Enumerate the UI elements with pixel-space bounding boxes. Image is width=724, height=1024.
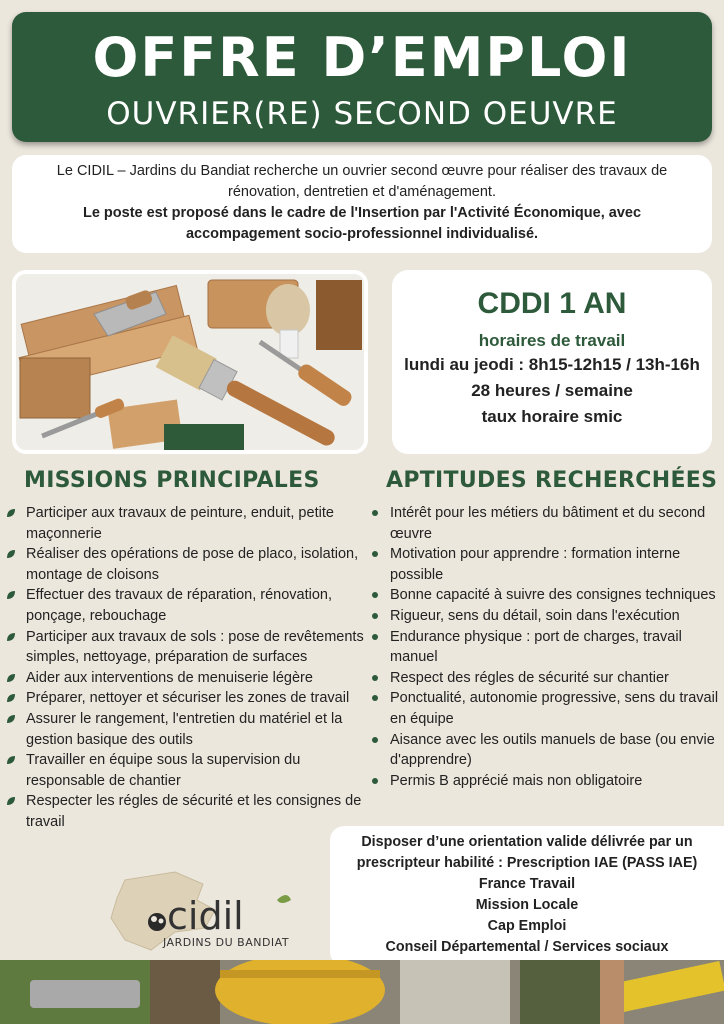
aptitudes-item: [368, 585, 720, 606]
logo-tagline: JARDINS DU BANDIAT: [163, 936, 290, 949]
header-banner: [12, 12, 712, 142]
missions-item-text: Préparer, nettoyer et sécuriser les zones de travail: [26, 690, 350, 707]
bullet-dot-icon: [372, 675, 378, 681]
missions-item: [4, 668, 370, 689]
intro-box: [12, 155, 712, 253]
aptitudes-item-text: Rigueur, sens du détail, soin dans l'exécution: [390, 607, 680, 624]
aptitudes-item-text: Intérêt pour les métiers du bâtiment et du second œuvre: [390, 505, 706, 542]
missions-item: [4, 503, 370, 544]
missions-item: [4, 750, 370, 791]
aptitudes-title: APTITUDES RECHERCHÉES: [386, 468, 718, 493]
bullet-dot-icon: [372, 695, 378, 701]
missions-item: [4, 627, 370, 668]
prescription-requirement: Disposer d’une orientation valide délivrée par un prescripteur habilité : Prescription IAE (PASS IAE): [356, 834, 698, 871]
missions-item-text: Respecter les régles de sécurité et les consignes de travail: [26, 793, 362, 830]
logo-wordmark: cidil: [167, 894, 244, 938]
leaf-bullet-icon: [6, 714, 16, 724]
contract-type: CDDI 1 AN: [477, 287, 627, 320]
missions-list: [4, 503, 370, 833]
missions-item: [4, 585, 370, 626]
tools-illustration: [16, 274, 364, 450]
hours-label: horaires de travail: [478, 331, 626, 350]
aptitudes-item-text: Motivation pour apprendre : formation interne possible: [390, 546, 681, 583]
leaf-bullet-icon: [6, 755, 16, 765]
aptitudes-item: [368, 688, 720, 729]
cidil-logo: [105, 870, 295, 955]
bullet-dot-icon: [372, 510, 378, 516]
missions-item: [4, 688, 370, 709]
aptitudes-item-text: Bonne capacité à suivre des consignes techniques: [390, 587, 716, 604]
bullet-dot-icon: [372, 551, 378, 557]
hourly-rate: taux horaire smic: [481, 407, 623, 426]
missions-item: [4, 709, 370, 750]
footer-photo-strip: [0, 960, 724, 1024]
leaf-bullet-icon: [6, 549, 16, 559]
prescriber-conseil-departemental: Conseil Départemental / Services sociaux: [385, 939, 669, 955]
tools-photo: [12, 270, 368, 454]
bullet-dot-icon: [372, 592, 378, 598]
bullet-dot-icon: [372, 613, 378, 619]
missions-title: MISSIONS PRINCIPALES: [24, 468, 320, 493]
aptitudes-item: [368, 668, 720, 689]
missions-item-text: Effectuer des travaux de réparation, rénovation, ponçage, rebouchage: [26, 587, 333, 624]
prescription-box: [330, 826, 724, 966]
leaf-bullet-icon: [6, 632, 16, 642]
aptitudes-item-text: Ponctualité, autonomie progressive, sens du travail en équipe: [390, 690, 719, 727]
prescriber-cap-emploi: Cap Emploi: [487, 918, 567, 934]
aptitudes-item-text: Endurance physique : port de charges, travail manuel: [390, 628, 682, 666]
missions-item-text: Aider aux interventions de menuiserie légère: [26, 669, 313, 686]
missions-item-text: Participer aux travaux de sols : pose de revêtements simples, nettoyage, préparation de surfaces: [26, 628, 364, 666]
leaf-bullet-icon: [6, 590, 16, 600]
page-title: OFFRE D’EMPLOI: [92, 26, 632, 89]
aptitudes-item: [368, 771, 720, 792]
missions-item-text: Assurer le rangement, l'entretien du matériel et la gestion basique des outils: [26, 710, 343, 748]
aptitudes-item-text: Aisance avec les outils manuels de base (ou envie d'apprendre): [390, 731, 715, 769]
missions-item-text: Travailler en équipe sous la supervision du responsable de chantier: [26, 752, 301, 789]
aptitudes-item-text: Permis B apprécié mais non obligatoire: [390, 772, 643, 789]
weekly-hours: 28 heures / semaine: [471, 381, 633, 400]
aptitudes-item: [368, 544, 720, 585]
leaf-bullet-icon: [6, 508, 16, 518]
missions-item-text: Réaliser des opérations de pose de placo, isolation, montage de cloisons: [26, 546, 359, 583]
intro-text: Le CIDIL – Jardins du Bandiat recherche un ouvrier second œuvre pour réaliser des travaux de rénovation, dentretien et d'aménagement.: [56, 163, 668, 200]
aptitudes-item-text: Respect des régles de sécurité sur chantier: [390, 669, 669, 686]
leaf-icon: [277, 895, 291, 903]
aptitudes-item: [368, 503, 720, 544]
prescriber-france-travail: France Travail: [478, 876, 576, 892]
missions-item-text: Participer aux travaux de peinture, enduit, petite maçonnerie: [26, 505, 334, 542]
ladybug-icon: [148, 913, 166, 931]
worksite-illustration: [0, 960, 724, 1024]
leaf-bullet-icon: [6, 796, 16, 806]
bullet-dot-icon: [372, 634, 378, 640]
work-schedule: lundi au jeodi : 8h15-12h15 / 13h-16h: [404, 355, 700, 374]
intro-bold-text: Le poste est proposé dans le cadre de l'Insertion par l'Activité Économique, avec accompagement socio-professionnel individualisé.: [82, 205, 642, 242]
missions-item: [4, 791, 370, 832]
leaf-bullet-icon: [6, 693, 16, 703]
aptitudes-item: [368, 627, 720, 668]
missions-item: [4, 544, 370, 585]
bullet-dot-icon: [372, 778, 378, 784]
prescriber-mission-locale: Mission Locale: [475, 897, 579, 913]
aptitudes-list: [368, 503, 720, 791]
bullet-dot-icon: [372, 737, 378, 743]
page-subtitle: OUVRIER(RE) SECOND OEUVRE: [106, 96, 618, 132]
contract-box: [392, 270, 712, 454]
aptitudes-item: [368, 606, 720, 627]
leaf-bullet-icon: [6, 673, 16, 683]
aptitudes-item: [368, 730, 720, 771]
